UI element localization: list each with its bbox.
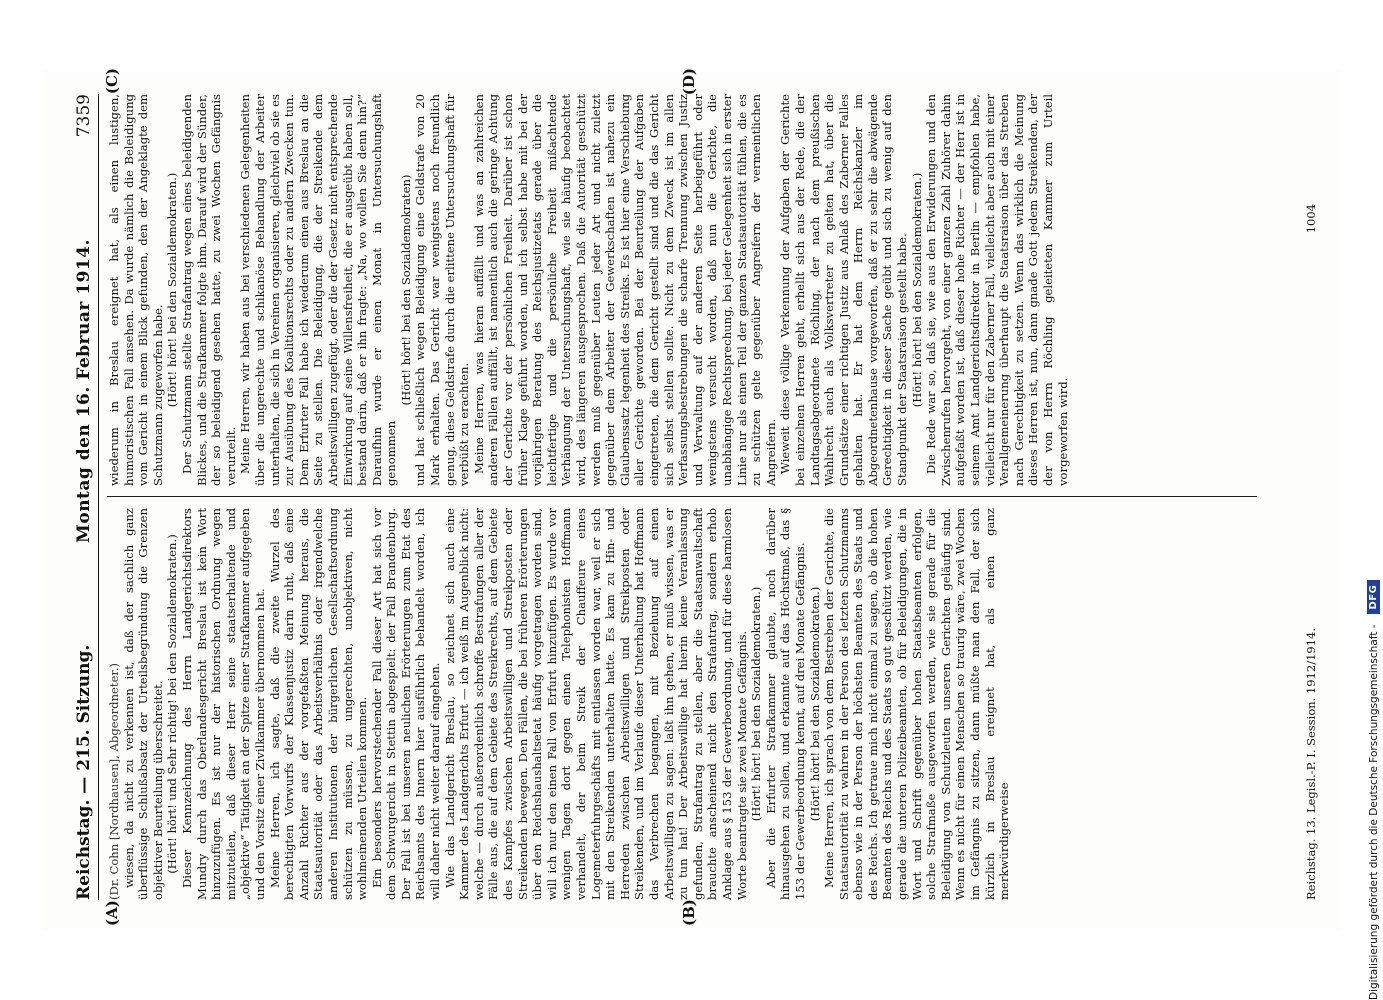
interjection: (Hört! hört! bei den Sozialdemokraten.) (164, 172, 179, 408)
margin-marker-d: (D) (679, 68, 698, 96)
margin-marker-b: (B) (679, 899, 698, 926)
page-footer (1304, 94, 1318, 900)
margin-marker-c: (C) (102, 68, 121, 95)
paragraph: Der Schutzmann stellte Strafantrag wegen eines beleidigenden Blickes, und die Strafkammer folgte ihm. Darauf wird der Sünder, der so beleidigend gesehen hatte, zu zwei Wochen Gefängnis verurteilt. (179, 94, 238, 486)
interjection: (Hört! hört! und Sehr richtig! bei den Sozialdemokraten.) (164, 534, 179, 874)
rotated-page (42, 70, 1342, 930)
footer-page-number: 1004 (1303, 204, 1318, 234)
paragraph: wiederum in Breslau ereignet hat, als einen lustigen, humoristischen Fall ansehen. Da wurde nämlich die Beleidigung vom Gericht in einem Blick gefunden, den der Angeklagte dem Schutzmann zugeworfen habe. (106, 94, 165, 486)
header-left: Reichstag. — 215. Sitzung. (73, 644, 94, 900)
margin-marker-a: (A) (102, 900, 121, 926)
paragraph: Wie das Landgericht Breslau, so zeichnet sich auch eine Kammer des Landgerichts Erfurt — ich weiß im Augenblick nicht: welche — durch außerordentlich schroffe Bestrafungen aller der Fälle aus, die auf dem Gebiete des Streikrechts, auf dem Gebiete des Kampfes zwischen Arbeitswilligen und Streikposten oder Streikenden bewegen. Den Fällen, die bei früheren Erörterungen über den Reichshaushaltsetat häufig vorgetragen worden sind, will ich nur den einen Fall von Erfurt hinzufügen. Es wurde vor wenigen Tagen dort gegen einen Telephonisten Hoffmann verhandelt, der beim Streik der Chauffeure eines Logemeterfuhrgeschäfts mit entlassen worden war, weil er sich mit den Streikenden unterhalten hatte. Es kam zu Hin- und Herreden zwischen Arbeitswilligen und Streikposten oder Streikenden, und im Verlaufe dieser Unterhaltung hat Hoffmann das Verbrechen begangen, mit Beziehung auf einen Arbeitswilligen zu sagen: laßt ihn gehen, er muß wissen, was er zu tun hat! Der Arbeitswillige hat hierin keine Veranlassung gefunden, Strafantrag zu stellen, aber die Staatsanwaltschaft brauchte anscheinend nicht den Strafantrag, sondern erhob Anklage aus § 153 der Gewerbeordnung, und für diese harmlosen Worte beantragte sie zwei Monate Gefängnis. (442, 508, 749, 900)
footer-session: Reichstag. 13. Legisl.-P. I. Session. 1912/1914. (1303, 627, 1318, 900)
interjection: (Hört! hört! bei den Sozialdemokraten.) (748, 586, 763, 822)
interjection: (Hört! hört! bei den Sozialdemokraten.) (909, 172, 924, 408)
credit-text: Digitalisierung gefördert durch die Deutsche Forschungsgemeinschaft - (1367, 624, 1380, 1000)
left-column (102, 508, 1257, 926)
page-number: 7359 (73, 94, 94, 138)
text-columns (102, 68, 1257, 926)
paragraph: Die Rede war so, daß sie, wie aus den Erwiderungen und den Zwischenrufen hervorgeht, von einer ganzen Zahl Zuhörer dahin aufgefaßt worden ist, daß dieser hohe Richter — der Herr ist in seinem Amt Landgerichtsdirektor in Berlin — empfohlen habe, vielleicht nur für den Zaberner Fall, vielleicht aber auch mit einer Verallgemeinerung überhaupt die Staatsraison über das Streben nach Gerechtigkeit zu setzen. Wenn das wirklich die Meinung dieses Herren ist, nun, dann gnade Gott jedem Streikenden, der der von Herrn Röchling geleiteten Kammer zum Urteil vorgeworfen wird. (923, 94, 1070, 486)
interjection: (Hört! hört! bei den Sozialdemokraten) (398, 174, 413, 406)
paragraph: Meine Herren, wir haben aus bei verschiedenen Gelegenheiten über die ungerechte und schikanöse Behandlung der Arbeiter unterhalten, die sich in Vereinen organisieren, gleichviel ob sie es zur Ausübung des Koalitionsrechts oder zu andern Zwecken tun. Dem Erfurter Fall habe ich wiederum einen aus Breslau an die Seite zu stellen. Die Beleidigung, die der Streikende dem Arbeitswilligen zugefügt, oder die der Gesetz nicht entsprechende Einwirkung auf seine Willensfreiheit, die er ausgeübt haben soll, bestand darin, daß er ihn fragte: „Na, wo wollen Sie denn hin?“ Daraufhin wurde er einen Monat in Untersuchungshaft genommen (237, 94, 398, 486)
interjection: (Hört! hört! bei den Sozialdemokraten.) (807, 586, 821, 822)
right-column (102, 68, 1257, 486)
paragraph: Ein besonders hervorstechender Fall dieser Art hat sich vor dem Schwurgericht in Stettin abgespielt: der Fall Brandenburg. Der Fall ist bei unseren neulichen Erörterungen zum Etat des Reichsamts des Innern hier ausführlich behandelt worden, ich will daher nicht weiter darauf eingehen. (369, 508, 442, 900)
paragraph: wiesen, da nicht zu verkennen ist, daß der sachlich ganz überflüssige Schlußabsatz der Urteilsbegründung die Grenzen objektiver Beurteilung überschreitet. (121, 508, 165, 900)
paragraph: Dieser Kennzeichnung des Herrn Landgerichtsdirektors Mundry durch das Oberlandesgericht Breslau ist kein Wort hinzuzufügen. Es ist nur der historischen Ordnung wegen mitzuteilen, daß dieser Herr seine staatserhaltende und „objektive“ Tätigkeit an der Spitze einer Strafkammer aufgegeben und den Vorsitz einer Zivilkammer übernommen hat. (179, 508, 267, 900)
paragraph: und hat schließlich wegen Beleidigung eine Geldstrafe von 20 Mark erhalten. Das Gericht war wenigstens noch freundlich genug, diese Geldstrafe durch die erlittene Untersuchungshaft für verbüßt zu erachten. (412, 94, 471, 486)
header-date: Montag den 16. Februar 1914. (73, 239, 94, 543)
page-header (74, 94, 99, 900)
paragraph: Meine Herren, was hieran auffällt und was an zahlreichen anderen Fällen auffällt, ist namentlich auch die geringe Achtung der Gerichte vor der persönlichen Freiheit. Darüber ist schon früher Klage geführt worden, und ich selbst habe mit bei der vorjährigen Beratung des Reichsjustizetats gerade über die leichtfertige und die persönliche Freiheit mißachtende Verhängung der Untersuchungshaft, wie sie häufig beobachtet wird, des längeren ausgesprochen. Daß die Autorität geschützt werden muß gegenüber Leuten jeder Art und nicht zuletzt gegenüber dem Arbeiter der Gewerkschaften ist nahezu ein Glaubenssatz legenheit des Streiks. Es ist hier eine Verschiebung aller Gerichte geworden. Bei der Beurteilung der Aufgaben eingetreten, die dem Gericht gestellt sind und die das Gericht sich selbst stellen sollte. Nicht zu dem Zweck ist im allen Verfassungsbestrebungen die scharfe Trennung zwischen Justiz und Verwaltung auf der anderen Seite herbeigeführt oder wenigstens versucht worden, daß nun die Gerichte, die unabhängige Rechtsprechung, bei jeder Gelegenheit sich in erster Linie nur als einen Teil der ganzen Staatsautorität fühlen, die es zu schützen gelte gegenüber Angreifern der vermeintlichen Angreifern. (471, 94, 778, 486)
paragraph: Aber die Erfurter Strafkammer glaubte, noch darüber hinausgehen zu sollen, und erkannte auf das Höchstmaß, das § 153 der Gewerbeordnung kennt, auf drei Monate Gefängnis. (763, 508, 807, 900)
dfg-logo: DFG (1367, 580, 1380, 615)
paragraph: Meine Herren, ich sprach von dem Bestreben der Gerichte, die Staatsautorität zu wahren in der Person des letzten Schutzmanns ebenso wie in der Person der höchsten Beamten des Staats und des Reichs. Ich getraue mich nicht einmal zu sagen, ob die hohen Beamten des Reichs und des Staats so gut geschützt werden, wie gerade die unteren Polizeibeamten, ob für Beleidigungen, die in Wort und Schrift gegenüber hohen Staatsbeamten erfolgen, solche Strafmaße ausgeworfen werden, wie sie gerade für die Beleidigung von Schutzleuten unseren Gerichten geläufig sind. Wenn es nicht für einen Menschen so traurig wäre, zwei Wochen im Gefängnis zu sitzen, dann müßte man den Fall, der sich kürzlich in Breslau ereignet hat, als einen ganz merkwürdigerweise (821, 508, 1011, 900)
paragraph: Meine Herren, ich sagte, daß die zweite Wurzel des berechtigten Vorwurfs der Klassenjustiz darin ruht, daß eine Anzahl Richter aus der vorgefaßten Meinung heraus, die Staatsautorität oder das Arbeitsverhältnis oder irgendwelche anderen Institutionen der bürgerlichen Gesellschaftsordnung schützen zu müssen, zu ungerechten, unobjektiven, nicht wohlmeinenden Urteilen kommen. (267, 508, 369, 900)
digitization-credit (1367, 580, 1380, 1000)
paragraph: Wieweit diese völlige Verkennung der Aufgaben der Gerichte bei einzelnen Herren geht, erhellt sich aus der Rede, die der Landtagsabgeordnete Röchling, der nach dem preußischen Wahlrecht auch als Volksvertreter zu gelten hat, über die Grundsätze einer richtigen Justiz aus Anlaß des Zaberner Falles gehalten hat. Er hat dem Herrn Reichskanzler im Abgeordnetenhause vorgeworfen, daß er zu sehr die abwägende Gerechtigkeit in dieser Sache geübt und sich zu wenig auf den Standpunkt der Staatsraison gestellt habe. (777, 94, 909, 486)
speaker-line: (Dr. Cohn [Nordhausen], Abgeordneter.) (106, 663, 121, 900)
